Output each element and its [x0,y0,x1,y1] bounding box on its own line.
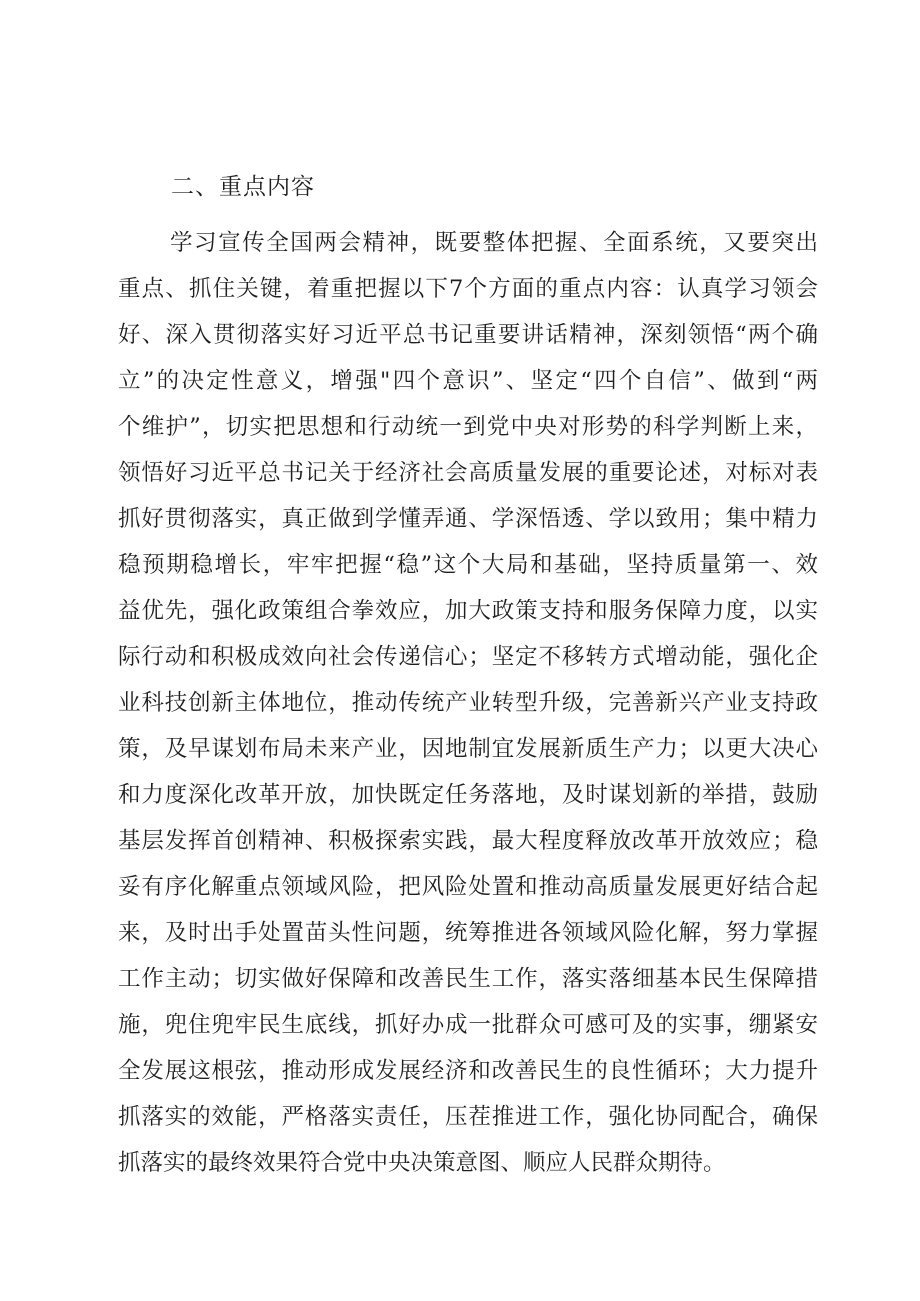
paragraph-line: 抓落实的效能，严格落实责任，压茬推进工作，强化协同配合，确保 [118,1104,818,1130]
paragraph-line: 个维护”，切实把思想和行动统一到党中央对形势的科学判断上来， [118,414,818,440]
paragraph-line: 业科技创新主体地位，推动传统产业转型升级，完善新兴产业支持政 [118,690,818,716]
paragraph-line: 好、深入贯彻落实好习近平总书记重要讲话精神，深刻领悟“两个确 [118,322,818,348]
paragraph-line: 稳预期稳增长，牢牢把握“稳”这个大局和基础，坚持质量第一、效 [118,552,818,578]
paragraph-line: 来，及时出手处置苗头性问题，统筹推进各领域风险化解，努力掌握 [118,920,818,946]
paragraph-line: 工作主动；切实做好保障和改善民生工作，落实落细基本民生保障措 [118,966,818,992]
paragraph-line: 领悟好习近平总书记关于经济社会高质量发展的重要论述，对标对表 [118,460,818,486]
paragraph-line: 重点、抓住关键，着重把握以下7个方面的重点内容：认真学习领会 [118,276,818,302]
paragraph-line: 立”的决定性意义，增强"四个意识”、坚定“四个自信”、做到“两 [118,368,818,394]
paragraph-line: 和力度深化改革开放，加快既定任务落地，及时谋划新的举措，鼓励 [118,782,818,808]
paragraph-line: 际行动和积极成效向社会传递信心；坚定不移转方式增动能，强化企 [118,644,818,670]
paragraph-line: 抓好贯彻落实，真正做到学懂弄通、学深悟透、学以致用；集中精力 [118,506,818,532]
paragraph-line: 全发展这根弦，推动形成发展经济和改善民生的良性循环；大力提升 [118,1058,818,1084]
body-paragraph [118,220,818,1186]
paragraph-line: 施，兜住兜牢民生底线，抓好办成一批群众可感可及的实事，绷紧安 [118,1012,818,1038]
paragraph-line: 抓落实的最终效果符合党中央决策意图、顺应人民群众期待。 [118,1150,726,1176]
paragraph-line: 基层发挥首创精神、积极探索实践，最大程度释放改革开放效应；稳 [118,828,818,854]
paragraph-line: 学习宣传全国两会精神，既要整体把握、全面系统，又要突出 [170,230,818,256]
paragraph-line: 策，及早谋划布局未来产业，因地制宜发展新质生产力；以更大决心 [118,736,818,762]
section-heading: 二、重点内容 [171,174,315,200]
paragraph-line: 妥有序化解重点领域风险，把风险处置和推动高质量发展更好结合起 [118,874,818,900]
paragraph-line: 益优先，强化政策组合拳效应，加大政策支持和服务保障力度，以实 [118,598,818,624]
